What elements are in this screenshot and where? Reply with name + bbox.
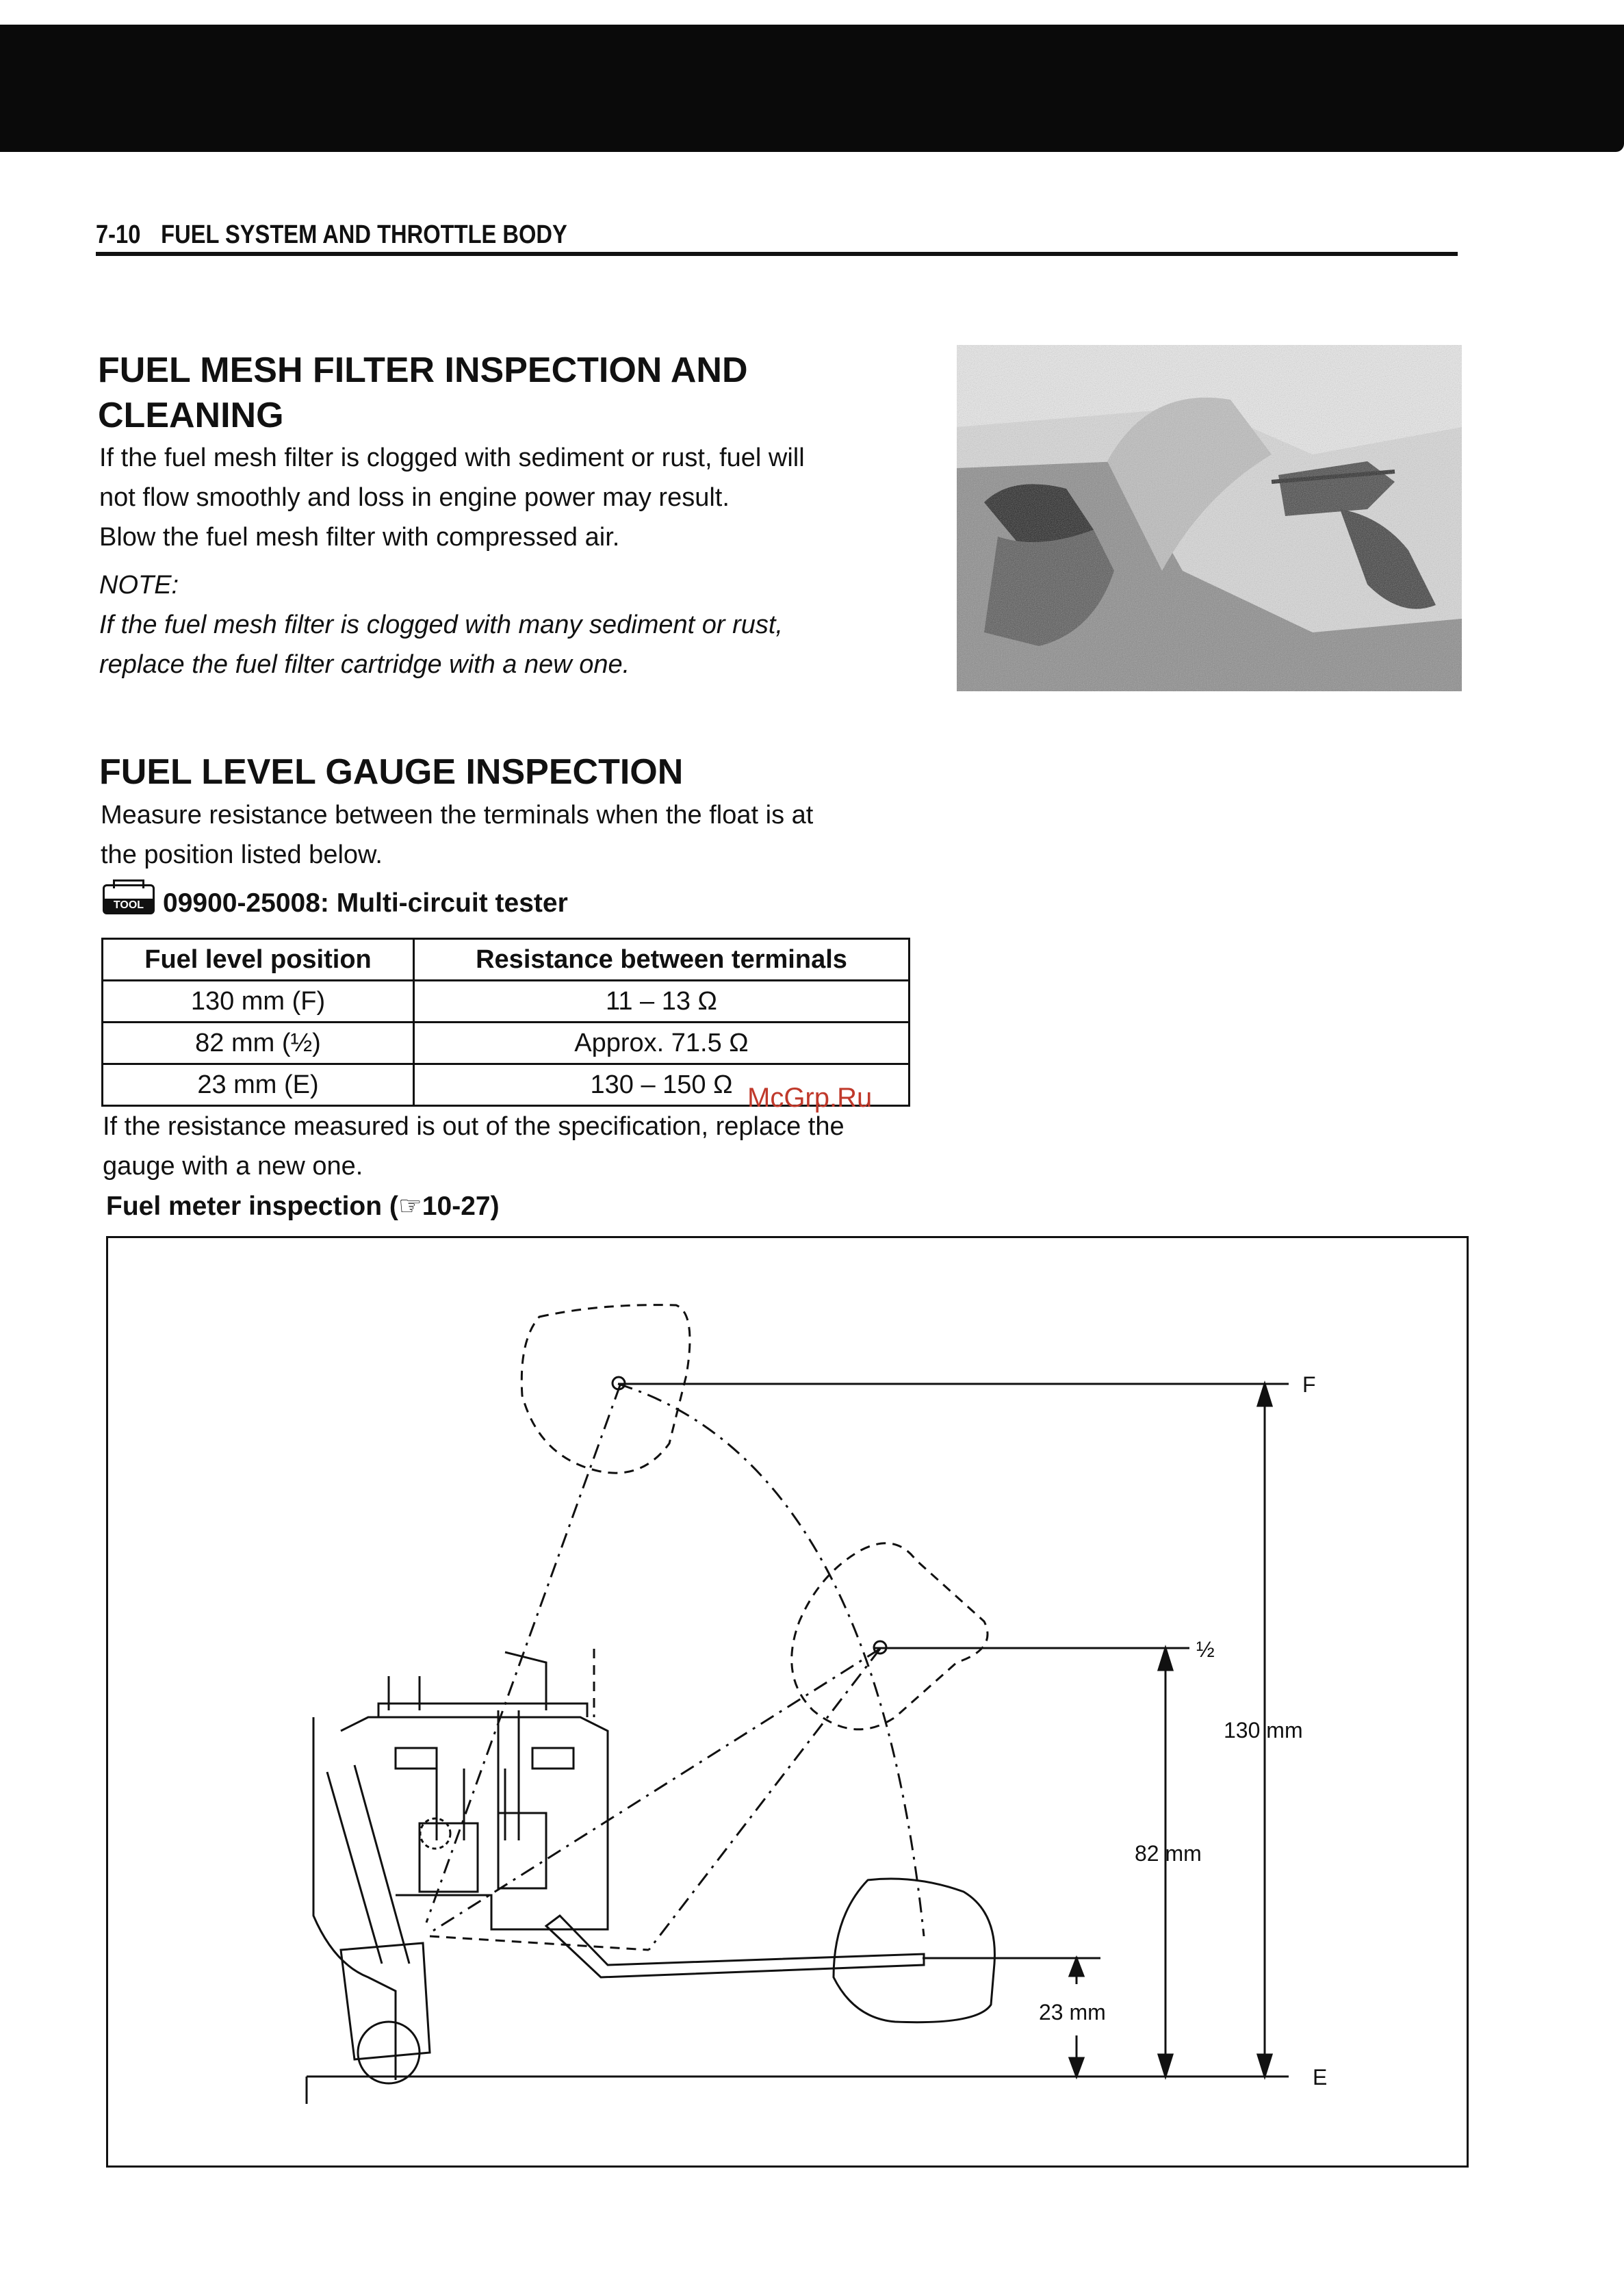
section-title: FUEL SYSTEM AND THROTTLE BODY bbox=[161, 220, 567, 249]
toolbox-icon bbox=[103, 884, 155, 914]
table-cell: 130 mm (F) bbox=[103, 981, 414, 1023]
table-cell: 23 mm (E) bbox=[103, 1064, 414, 1106]
mesh-filter-note bbox=[99, 565, 783, 684]
replace-line1: If the resistance measured is out of the specification, replace the bbox=[103, 1112, 845, 1141]
table-cell: 82 mm (½) bbox=[103, 1023, 414, 1064]
dim-arrow bbox=[1159, 2055, 1172, 2077]
dim-arrow bbox=[1070, 2058, 1083, 2077]
mesh-filter-line2: not flow smoothly and loss in engine power may result. bbox=[99, 483, 730, 512]
watermark-text: McGrp.Ru bbox=[747, 1083, 873, 1113]
mesh-filter-paragraph bbox=[99, 438, 805, 557]
fuel-gauge-diagram bbox=[106, 1236, 1469, 2168]
table-cell: 130 – 150 Ω bbox=[414, 1064, 910, 1106]
float-empty bbox=[834, 1879, 994, 2022]
mesh-filter-title bbox=[98, 348, 748, 438]
note-line1: If the fuel mesh filter is clogged with many sediment or rust, bbox=[99, 610, 783, 639]
table-cell: Approx. 71.5 Ω bbox=[414, 1023, 910, 1064]
page-number: 7-10 bbox=[96, 220, 141, 249]
label-empty: E bbox=[1313, 2065, 1328, 2090]
page-header bbox=[96, 220, 567, 250]
dim-arrow bbox=[1258, 1384, 1272, 1406]
mesh-filter-title-line1: FUEL MESH FILTER INSPECTION AND bbox=[98, 350, 748, 390]
dim-arrow bbox=[1070, 1958, 1083, 1976]
note-line2: replace the fuel filter cartridge with a new one. bbox=[99, 650, 630, 679]
dim-23-label: 23 mm bbox=[1039, 2000, 1106, 2025]
level-gauge-line1: Measure resistance between the terminals when the float is at bbox=[101, 801, 814, 830]
dim-arrow bbox=[1258, 2055, 1272, 2077]
float-full bbox=[521, 1305, 690, 1474]
top-banner bbox=[0, 25, 1624, 152]
tool-icon-text: TOOL bbox=[105, 899, 153, 912]
level-gauge-paragraph bbox=[101, 795, 813, 875]
header-rule bbox=[96, 252, 1458, 256]
level-gauge-title: FUEL LEVEL GAUGE INSPECTION bbox=[99, 752, 684, 792]
tool-reference bbox=[103, 884, 568, 918]
table-cell: 11 – 13 Ω bbox=[414, 981, 910, 1023]
fuel-filter-photo bbox=[957, 345, 1462, 691]
fuel-meter-reference: Fuel meter inspection (☞10-27) bbox=[106, 1192, 500, 1221]
replace-instruction bbox=[103, 1107, 845, 1186]
replace-line2: gauge with a new one. bbox=[103, 1152, 363, 1181]
float-arm-half-b bbox=[649, 1649, 880, 1950]
table-header: Fuel level position bbox=[103, 939, 414, 981]
mesh-filter-title-line2: CLEANING bbox=[98, 396, 284, 435]
tool-text: 09900-25008: Multi-circuit tester bbox=[163, 888, 568, 918]
gauge-unit-body bbox=[313, 1649, 608, 2083]
dim-arrow bbox=[1159, 1648, 1172, 1670]
dim-82-label: 82 mm bbox=[1135, 1841, 1202, 1866]
table-row bbox=[103, 1023, 910, 1064]
mesh-filter-line1: If the fuel mesh filter is clogged with sediment or rust, fuel will bbox=[99, 444, 805, 472]
mesh-filter-line3: Blow the fuel mesh filter with compressed air. bbox=[99, 523, 620, 552]
note-label: NOTE: bbox=[99, 571, 179, 600]
dim-130-label: 130 mm bbox=[1224, 1718, 1303, 1743]
table-row bbox=[103, 981, 910, 1023]
float-arm-link bbox=[430, 1936, 649, 1950]
label-full: F bbox=[1302, 1372, 1316, 1397]
table-header-row bbox=[103, 939, 910, 981]
float-arm-full bbox=[426, 1385, 620, 1923]
float-swing-arc bbox=[618, 1384, 924, 1936]
resistance-table bbox=[101, 938, 910, 1107]
float-half bbox=[792, 1543, 988, 1730]
table-header: Resistance between terminals bbox=[414, 939, 910, 981]
level-gauge-line2: the position listed below. bbox=[101, 840, 383, 869]
label-half: ½ bbox=[1196, 1637, 1215, 1662]
